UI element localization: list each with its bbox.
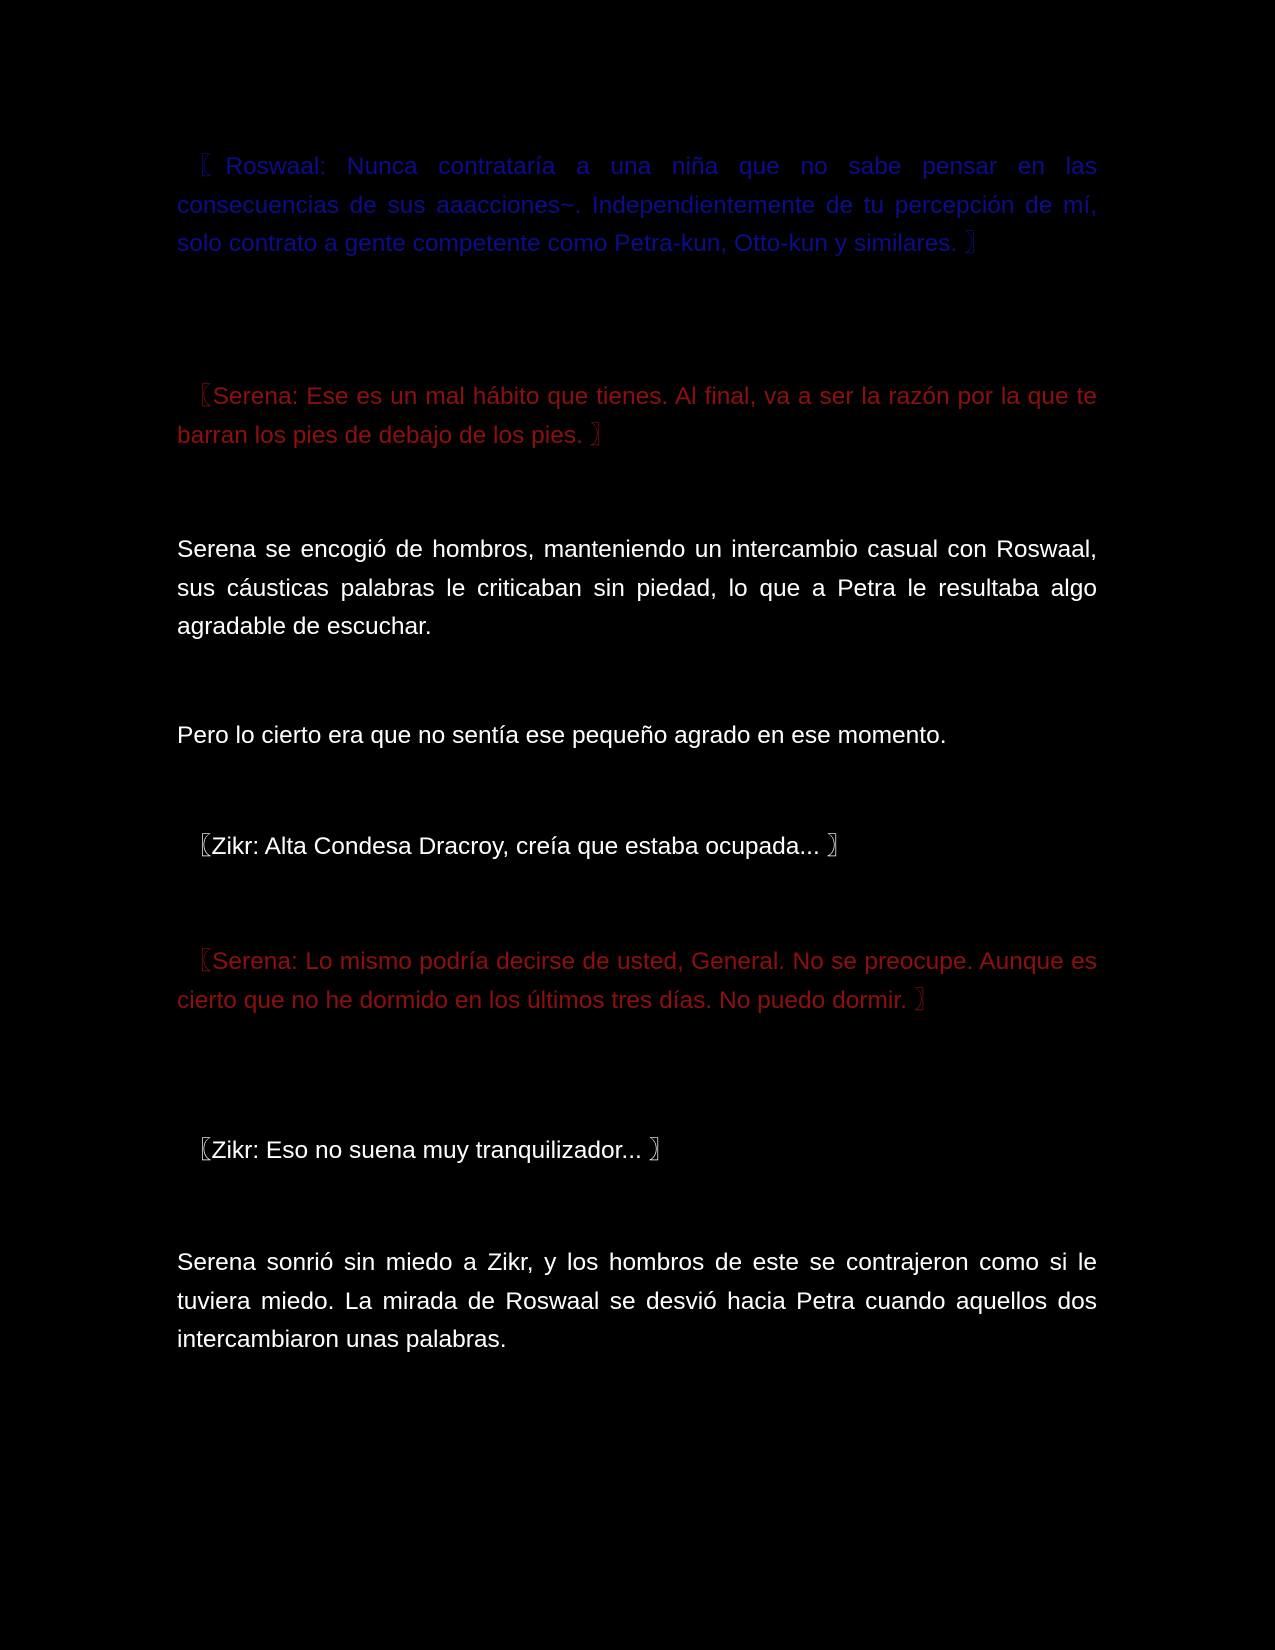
roswaal-dialogue: 〖Roswaal: Nunca contrataría a una niña que no sabe pensar en las consecuencias de sus aaacciones~. Independientemente de tu percepción de mí, solo contrato a gente competente como Petra-kun, Otto-kun y similares. 〗 bbox=[177, 153, 1097, 257]
zikr-dialogue: 〖Zikr: Eso no suena muy tranquilizador... 〗 bbox=[187, 1137, 674, 1164]
serena-dialogue: 〖Serena: Lo mismo podría decirse de usted, General. No se preocupe. Aunque es cierto que no he dormido en los últimos tres días. No puedo dormir. 〗 bbox=[177, 948, 1097, 1014]
serena-dialogue: 〖Serena: Ese es un mal hábito que tienes. Al final, va a ser la razón por la que te barran los pies de debajo de los pies. 〗 bbox=[177, 383, 1097, 449]
zikr-dialogue: 〖Zikr: Alta Condesa Dracroy, creía que estaba ocupada... 〗 bbox=[187, 833, 852, 860]
narration-paragraph: Serena se encogió de hombros, manteniendo un intercambio casual con Roswaal, sus cáusticas palabras le criticaban sin piedad, lo que a Petra le resultaba algo agradable de escuchar. bbox=[177, 536, 1097, 640]
narration-paragraph: Serena sonrió sin miedo a Zikr, y los hombros de este se contrajeron como si le tuviera miedo. La mirada de Roswaal se desvió hacia Petra cuando aquellos dos intercambiaron unas palabras. bbox=[177, 1249, 1097, 1353]
narration-paragraph: Pero lo cierto era que no sentía ese pequeño agrado en ese momento. bbox=[177, 722, 947, 749]
